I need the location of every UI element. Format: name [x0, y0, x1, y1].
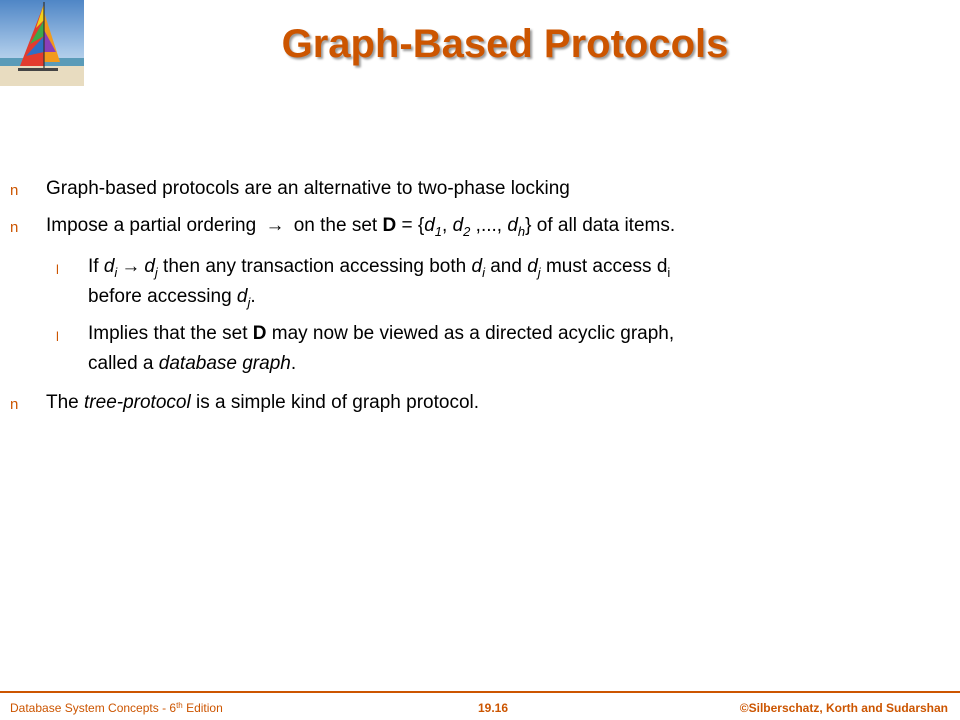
- bullet-text: Impose a partial ordering → on the set $D = \{d_1$, $d_2$ ,..., $d_h$} of all data items.: [46, 215, 676, 239]
- bullet-marker: n: [10, 182, 19, 199]
- bullet-text-line: called a database graph.: [88, 353, 297, 374]
- bullet-text: The tree-protocol is a simple kind of graph protocol.: [46, 392, 480, 413]
- bullet-text-line: Implies that the set D may now be viewed as a directed acyclic graph,: [88, 323, 675, 344]
- footer-copyright: ©Silberschatz, Korth and Sudarshan: [739, 701, 948, 715]
- bullet-text: Graph-based protocols are an alternative to two-phase locking: [46, 178, 570, 199]
- arrow-symbol: →: [265, 215, 285, 236]
- sub-bullet-item: [56, 322, 675, 376]
- bullet-marker: n: [10, 396, 19, 413]
- slide-title: Graph-Based Protocols: [281, 22, 729, 66]
- footer-divider: [0, 691, 960, 693]
- bullet-item: [10, 391, 480, 415]
- sub-bullet-marker: l: [56, 262, 59, 277]
- arrow-symbol: →: [121, 256, 141, 277]
- bullet-item: [10, 177, 570, 201]
- bullet-text-line: If $d_i \to d_j$ then any transaction accessing both $d_i$ and $d_j$ must access $d_i$: [88, 256, 671, 280]
- footer-page-number: 19.16: [478, 701, 509, 715]
- bullet-marker: n: [10, 219, 19, 236]
- footer-book-title: Database System Concepts - 6th Edition: [10, 701, 223, 715]
- sub-bullet-marker: l: [56, 329, 59, 344]
- bullet-text-line: before accessing $d_j$.: [88, 286, 256, 310]
- sub-bullet-item: [56, 255, 671, 310]
- bullet-item: [10, 214, 676, 239]
